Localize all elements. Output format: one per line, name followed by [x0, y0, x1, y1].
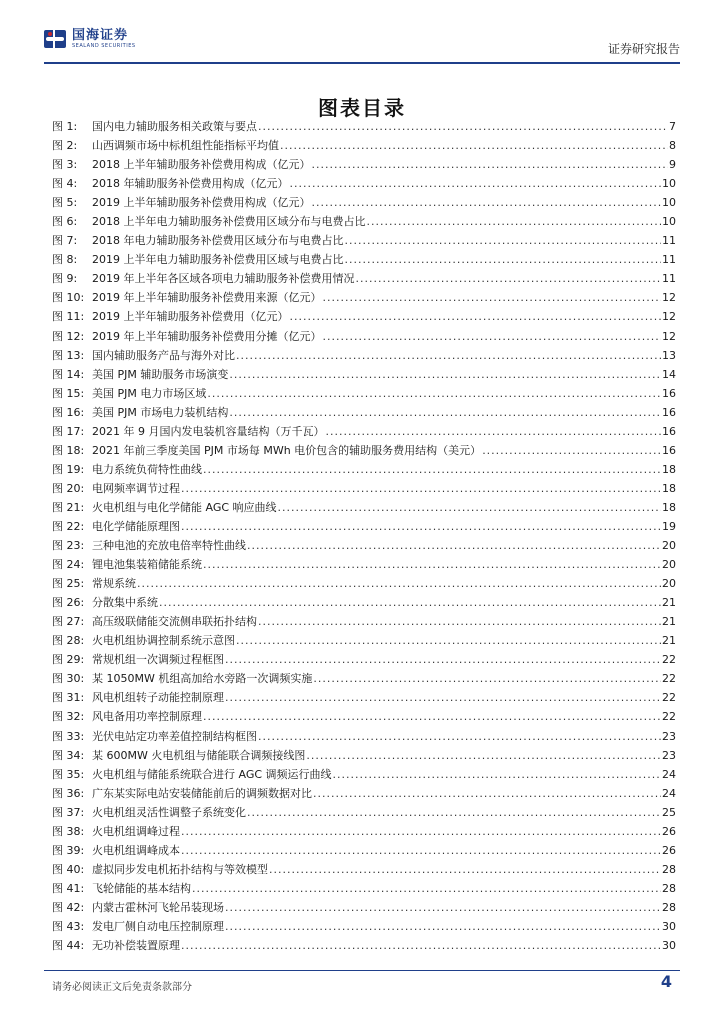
toc-entry[interactable] — [52, 461, 676, 480]
toc-entry-page: 19 — [662, 519, 676, 533]
toc-entry[interactable] — [52, 785, 676, 804]
toc-entry-page: 12 — [662, 291, 676, 305]
toc-leader-dots — [181, 482, 661, 495]
toc-entry-title: 电网频率调节过程 — [92, 481, 180, 495]
toc-entry-page: 10 — [662, 215, 676, 229]
toc-entry[interactable] — [52, 861, 676, 880]
toc-entry-number: 图 16: — [52, 405, 85, 419]
toc-leader-dots — [333, 768, 661, 781]
toc-entry-title: 电力系统负荷特性曲线 — [92, 462, 202, 476]
toc-entry-page: 16 — [662, 424, 676, 438]
toc-entry-title: 2019 年上半年各区域各项电力辅助服务补偿费用情况 — [92, 272, 355, 286]
toc-entry-title: 2021 年 9 月国内发电装机容量结构（万千瓦） — [92, 424, 325, 438]
toc-entry-page: 21 — [662, 634, 676, 648]
toc-entry[interactable] — [52, 347, 676, 366]
toc-entry-page: 11 — [662, 272, 676, 286]
toc-entry-title: 广东某实际电站安装储能前后的调频数据对比 — [92, 786, 312, 800]
toc-entry-page: 20 — [662, 577, 676, 591]
toc-entry-page: 28 — [662, 900, 676, 914]
toc-entry-page: 22 — [662, 672, 676, 686]
toc-leader-dots — [137, 577, 661, 590]
toc-entry-title: 飞轮储能的基本结构 — [92, 881, 191, 895]
company-logo — [44, 28, 136, 50]
toc-entry[interactable] — [52, 499, 676, 518]
page-title: 图表目录 — [318, 96, 406, 120]
toc-leader-dots — [225, 920, 661, 933]
toc-entry-title: 锂电池集装箱储能系统 — [92, 558, 202, 572]
toc-leader-dots — [236, 349, 661, 362]
toc-entry-number: 图 43: — [52, 919, 85, 933]
toc-entry[interactable] — [52, 137, 676, 156]
toc-entry[interactable] — [52, 480, 676, 499]
toc-leader-dots — [229, 406, 661, 419]
toc-leader-dots — [225, 691, 661, 704]
toc-entry-number: 图 3: — [52, 158, 78, 172]
toc-leader-dots — [247, 806, 661, 819]
toc-leader-dots — [313, 787, 661, 800]
toc-entry-title: 风电备用功率控制原理 — [92, 710, 202, 724]
toc-entry-title: 光伏电站定功率差值控制结构框图 — [92, 729, 257, 743]
toc-entry-title: 国内电力辅助服务相关政策与要点 — [92, 120, 257, 133]
toc-leader-dots — [236, 634, 661, 647]
toc-entry-title: 虚拟同步发电机拓扑结构与等效模型 — [92, 862, 268, 876]
toc-entry-number: 图 38: — [52, 824, 85, 838]
toc-leader-dots — [207, 387, 661, 400]
toc-entry-number: 图 17: — [52, 424, 85, 438]
toc-entry-page: 26 — [662, 824, 676, 838]
toc-leader-dots — [181, 939, 661, 952]
toc-entry[interactable] — [52, 632, 676, 651]
toc-entry[interactable] — [52, 728, 676, 747]
toc-entry-title: 电化学储能原理图 — [92, 519, 180, 533]
toc-entry-number: 图 37: — [52, 805, 85, 819]
toc-entry[interactable] — [52, 594, 676, 613]
toc-entry[interactable] — [52, 156, 676, 175]
toc-entry-number: 图 10: — [52, 291, 85, 305]
toc-entry-page: 10 — [662, 177, 676, 191]
toc-entry-title: 发电厂侧自动电压控制原理 — [92, 919, 224, 933]
page-number: 4 — [660, 972, 672, 991]
toc-entry-number: 图 44: — [52, 939, 85, 953]
toc-entry[interactable] — [52, 556, 676, 575]
toc-entry-page: 24 — [662, 786, 676, 800]
toc-entry-title: 2019 年上半年辅助服务补偿费用分摊（亿元） — [92, 329, 322, 343]
toc-entry-number: 图 41: — [52, 881, 85, 895]
toc-entry-title: 风电机组转子动能控制原理 — [92, 691, 224, 705]
logo-en-text: SEALAND SECURITIES — [72, 43, 136, 49]
toc-entry-number: 图 1: — [52, 120, 78, 133]
toc-entry-title: 分散集中系统 — [92, 596, 158, 610]
toc-leader-dots — [192, 882, 661, 895]
toc-entry-page: 28 — [662, 862, 676, 876]
toc-entry[interactable] — [52, 918, 676, 937]
footer-divider — [44, 970, 680, 971]
toc-entry-number: 图 34: — [52, 748, 85, 762]
toc-entry-title: 三种电池的充放电倍率特性曲线 — [92, 539, 246, 553]
toc-entry-title: 山西调频市场中标机组性能指标平均值 — [92, 139, 279, 153]
toc-entry-number: 图 22: — [52, 519, 85, 533]
toc-entry[interactable] — [52, 937, 676, 956]
toc-entry[interactable] — [52, 308, 676, 327]
toc-leader-dots — [290, 310, 662, 323]
toc-entry-number: 图 19: — [52, 462, 85, 476]
toc-entry[interactable] — [52, 766, 676, 785]
toc-leader-dots — [181, 844, 661, 857]
disclaimer-note: 请务必阅读正文后免责条款部分 — [52, 982, 192, 993]
toc-leader-dots — [345, 234, 662, 247]
toc-leader-dots — [356, 272, 662, 285]
toc-entry[interactable] — [52, 804, 676, 823]
toc-entry[interactable] — [52, 708, 676, 727]
toc-entry-page: 28 — [662, 881, 676, 895]
toc-leader-dots — [258, 615, 661, 628]
toc-leader-dots — [345, 253, 662, 266]
toc-entry-number: 图 29: — [52, 653, 85, 667]
toc-entry-title: 2019 年上半年辅助服务补偿费用来源（亿元） — [92, 291, 322, 305]
toc-entry-number: 图 30: — [52, 672, 85, 686]
toc-entry[interactable] — [52, 651, 676, 670]
toc-leader-dots — [323, 330, 662, 343]
toc-entry-number: 图 23: — [52, 539, 85, 553]
toc-leader-dots — [312, 196, 662, 209]
toc-entry[interactable] — [52, 842, 676, 861]
toc-entry-number: 图 4: — [52, 177, 78, 191]
toc-entry-page: 23 — [662, 748, 676, 762]
toc-entry-title: 2018 年电力辅助服务补偿费用区域分布与电费占比 — [92, 234, 344, 248]
toc-entry-title: 2019 上半年电力辅助服务补偿费用区域与电费占比 — [92, 253, 344, 267]
toc-entry[interactable] — [52, 423, 676, 442]
toc-entry-number: 图 33: — [52, 729, 85, 743]
toc-entry-number: 图 42: — [52, 900, 85, 914]
toc-entry-page: 20 — [662, 539, 676, 553]
toc-entry-page: 22 — [662, 653, 676, 667]
toc-entry-page: 23 — [662, 729, 676, 743]
toc-entry-title: 2021 年前三季度美国 PJM 市场每 MWh 电价包含的辅助服务费用结构（美元） — [92, 443, 482, 457]
figure-index-list — [52, 118, 676, 956]
toc-entry-page: 30 — [662, 919, 676, 933]
toc-entry-page: 18 — [662, 500, 676, 514]
toc-entry-page: 25 — [662, 805, 676, 819]
toc-entry-number: 图 27: — [52, 615, 85, 629]
toc-entry-number: 图 18: — [52, 443, 85, 457]
toc-entry[interactable] — [52, 232, 676, 251]
toc-entry-number: 图 9: — [52, 272, 78, 286]
toc-entry[interactable] — [52, 194, 676, 213]
toc-leader-dots — [203, 558, 661, 571]
toc-entry[interactable] — [52, 880, 676, 899]
toc-leader-dots — [229, 368, 661, 381]
toc-entry-page: 9 — [669, 158, 676, 172]
toc-entry-title: 美国 PJM 电力市场区域 — [92, 386, 207, 400]
logo-icon — [44, 28, 66, 50]
toc-leader-dots — [278, 501, 661, 514]
toc-entry[interactable] — [52, 518, 676, 537]
toc-entry-title: 2018 上半年辅助服务补偿费用构成（亿元） — [92, 158, 311, 172]
toc-entry-title: 火电机组协调控制系统示意图 — [92, 634, 235, 648]
toc-entry-page: 16 — [662, 405, 676, 419]
toc-entry-page: 11 — [662, 234, 676, 248]
toc-entry-number: 图 40: — [52, 862, 85, 876]
toc-entry-title: 火电机组灵活性调整子系统变化 — [92, 805, 246, 819]
toc-entry-number: 图 32: — [52, 710, 85, 724]
toc-entry[interactable] — [52, 404, 676, 423]
toc-entry[interactable] — [52, 442, 676, 461]
toc-entry-page: 16 — [662, 386, 676, 400]
toc-entry-page: 7 — [669, 120, 676, 133]
toc-leader-dots — [290, 177, 662, 190]
toc-entry-title: 内蒙古霍林河飞轮吊装现场 — [92, 900, 224, 914]
toc-entry-page: 21 — [662, 615, 676, 629]
toc-entry-title: 2019 上半年辅助服务补偿费用（亿元） — [92, 310, 289, 324]
toc-entry-number: 图 15: — [52, 386, 85, 400]
toc-entry-title: 高压级联储能交流侧串联拓扑结构 — [92, 615, 257, 629]
toc-entry-number: 图 35: — [52, 767, 85, 781]
report-type-label: 证券研究报告 — [607, 42, 680, 56]
toc-leader-dots — [306, 749, 661, 762]
toc-leader-dots — [323, 291, 662, 304]
toc-entry-title: 2018 上半年电力辅助服务补偿费用区域分布与电费占比 — [92, 215, 366, 229]
toc-entry-page: 11 — [662, 253, 676, 267]
toc-entry-number: 图 2: — [52, 139, 78, 153]
toc-entry[interactable] — [52, 823, 676, 842]
toc-entry-title: 美国 PJM 市场电力装机结构 — [92, 405, 229, 419]
toc-entry-title: 美国 PJM 辅助服务市场演变 — [92, 367, 229, 381]
toc-entry[interactable] — [52, 251, 676, 270]
toc-entry[interactable] — [52, 213, 676, 232]
toc-leader-dots — [203, 463, 661, 476]
toc-entry-number: 图 20: — [52, 481, 85, 495]
toc-leader-dots — [280, 139, 668, 152]
toc-entry-page: 12 — [662, 329, 676, 343]
toc-leader-dots — [313, 672, 661, 685]
toc-entry-number: 图 6: — [52, 215, 78, 229]
toc-entry-number: 图 24: — [52, 558, 85, 572]
toc-entry-title: 火电机组与储能系统联合进行 AGC 调频运行曲线 — [92, 767, 332, 781]
toc-entry-title: 火电机组与电化学储能 AGC 响应曲线 — [92, 500, 277, 514]
toc-entry-title: 火电机组调峰过程 — [92, 824, 180, 838]
toc-entry-page: 8 — [669, 139, 676, 153]
toc-entry-page: 22 — [662, 691, 676, 705]
toc-entry-number: 图 11: — [52, 310, 85, 324]
toc-entry-page: 24 — [662, 767, 676, 781]
toc-entry-title: 火电机组调峰成本 — [92, 843, 180, 857]
toc-entry-page: 12 — [662, 310, 676, 324]
toc-entry-number: 图 26: — [52, 596, 85, 610]
toc-leader-dots — [181, 520, 661, 533]
toc-entry-number: 图 39: — [52, 843, 85, 857]
toc-entry-title: 常规系统 — [92, 577, 136, 591]
toc-entry[interactable] — [52, 747, 676, 766]
toc-leader-dots — [247, 539, 661, 552]
toc-entry-number: 图 12: — [52, 329, 85, 343]
toc-entry-number: 图 21: — [52, 500, 85, 514]
toc-entry-number: 图 5: — [52, 196, 78, 210]
toc-leader-dots — [269, 863, 661, 876]
toc-entry[interactable] — [52, 366, 676, 385]
toc-leader-dots — [367, 215, 662, 228]
toc-leader-dots — [312, 158, 669, 171]
toc-entry[interactable] — [52, 328, 676, 347]
toc-entry-page: 18 — [662, 462, 676, 476]
toc-entry-number: 图 25: — [52, 577, 85, 591]
toc-entry-page: 10 — [662, 196, 676, 210]
toc-entry-page: 16 — [662, 443, 676, 457]
toc-entry-title: 2018 年辅助服务补偿费用构成（亿元） — [92, 177, 289, 191]
toc-entry[interactable] — [52, 385, 676, 404]
toc-entry[interactable] — [52, 899, 676, 918]
toc-entry-number: 图 8: — [52, 253, 78, 267]
toc-entry-number: 图 14: — [52, 367, 85, 381]
toc-leader-dots — [225, 653, 661, 666]
toc-entry[interactable] — [52, 175, 676, 194]
toc-leader-dots — [325, 425, 661, 438]
toc-entry-title: 国内辅助服务产品与海外对比 — [92, 348, 235, 362]
toc-entry-number: 图 36: — [52, 786, 85, 800]
toc-entry[interactable] — [52, 118, 676, 137]
toc-entry-title: 某 600MW 火电机组与储能联合调频接线图 — [92, 748, 306, 762]
toc-entry-page: 22 — [662, 710, 676, 724]
page-header — [44, 28, 680, 62]
toc-leader-dots — [258, 730, 661, 743]
toc-entry-page: 13 — [662, 348, 676, 362]
toc-entry-page: 18 — [662, 481, 676, 495]
toc-leader-dots — [181, 825, 661, 838]
toc-entry-page: 26 — [662, 843, 676, 857]
toc-leader-dots — [482, 444, 661, 457]
toc-entry-title: 无功补偿装置原理 — [92, 939, 180, 953]
toc-entry[interactable] — [52, 613, 676, 632]
toc-entry[interactable] — [52, 670, 676, 689]
toc-entry-title: 某 1050MW 机组高加给水旁路一次调频实施 — [92, 672, 313, 686]
toc-entry[interactable] — [52, 537, 676, 556]
toc-entry-page: 20 — [662, 558, 676, 572]
logo-cn-text: 国海证券 — [72, 28, 129, 43]
toc-entry-page: 30 — [662, 939, 676, 953]
toc-entry-number: 图 13: — [52, 348, 85, 362]
toc-entry-number: 图 7: — [52, 234, 78, 248]
toc-entry[interactable] — [52, 689, 676, 708]
toc-entry-title: 常规机组一次调频过程框图 — [92, 653, 224, 667]
toc-entry[interactable] — [52, 289, 676, 308]
toc-entry[interactable] — [52, 575, 676, 594]
toc-entry-page: 21 — [662, 596, 676, 610]
toc-leader-dots — [203, 710, 661, 723]
toc-leader-dots — [258, 120, 668, 133]
toc-entry[interactable] — [52, 270, 676, 289]
toc-leader-dots — [159, 596, 661, 609]
toc-leader-dots — [225, 901, 661, 914]
toc-entry-number: 图 31: — [52, 691, 85, 705]
toc-entry-page: 14 — [662, 367, 676, 381]
toc-entry-number: 图 28: — [52, 634, 85, 648]
header-divider — [44, 62, 680, 64]
toc-entry-title: 2019 上半年辅助服务补偿费用构成（亿元） — [92, 196, 311, 210]
